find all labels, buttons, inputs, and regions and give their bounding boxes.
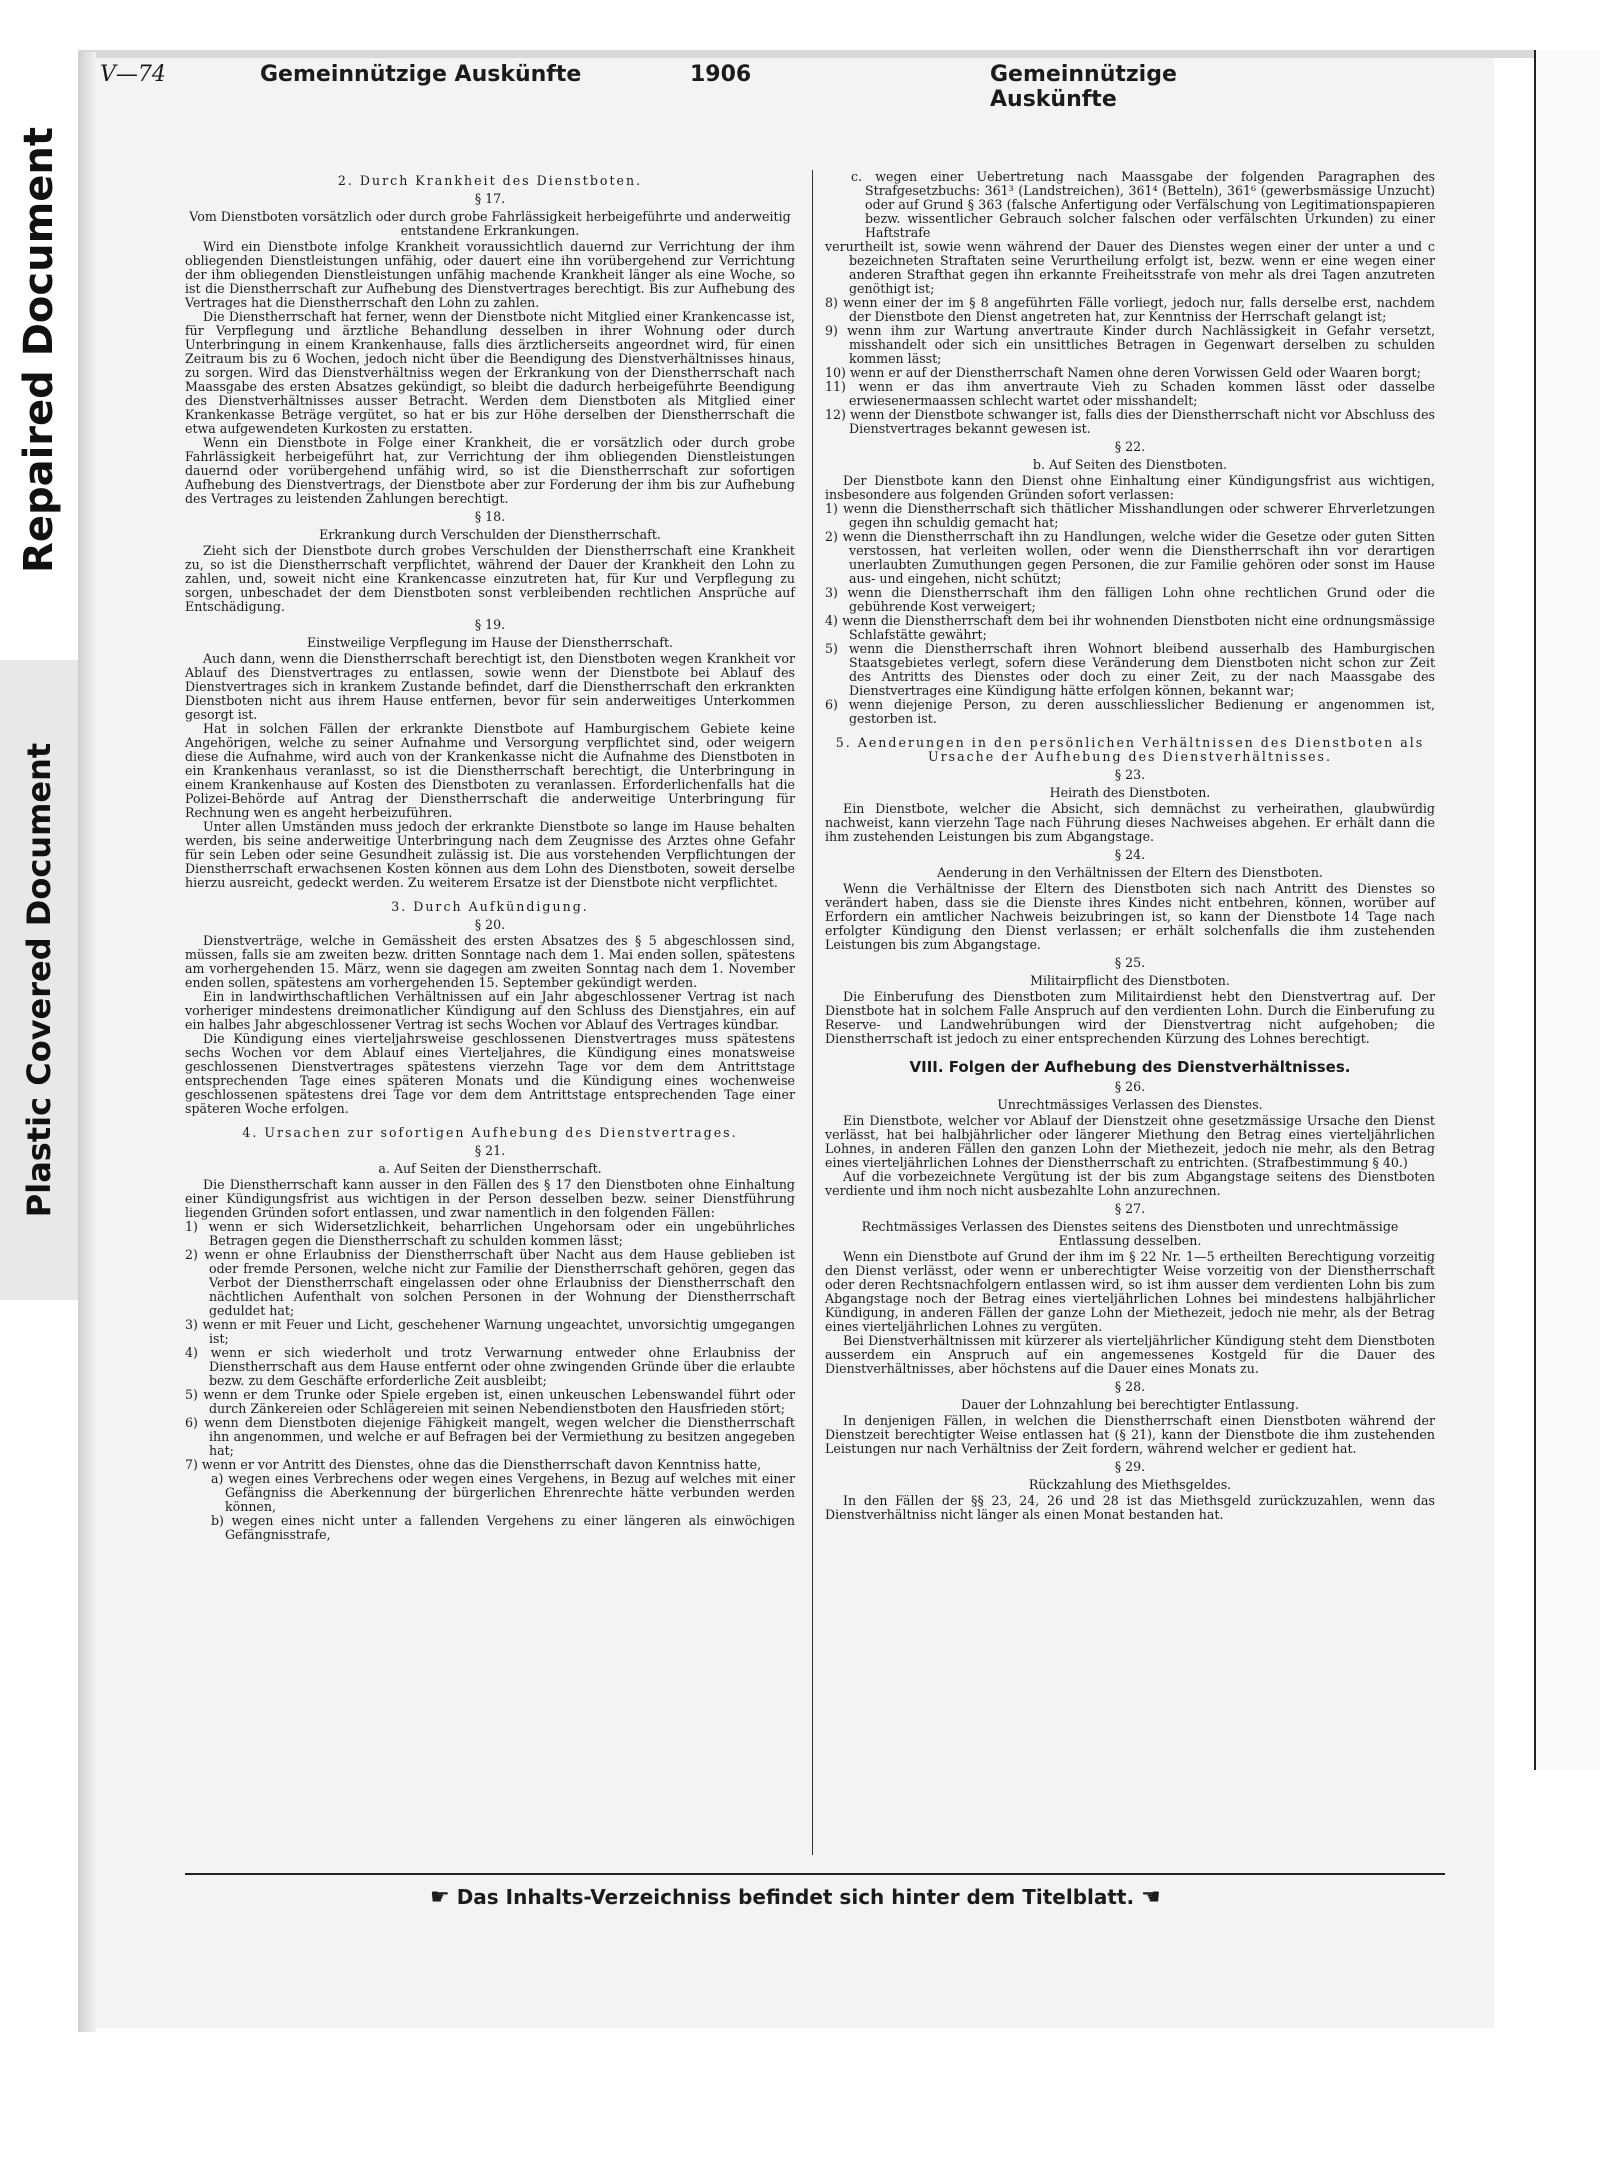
running-head — [100, 62, 1250, 112]
paragraph-number: § 19. — [474, 617, 506, 632]
scan-edge-right — [1534, 50, 1600, 1770]
paragraph-number: § 17. — [474, 191, 506, 206]
header-year: 1906 — [690, 62, 752, 87]
bottom-rule — [185, 1873, 1445, 1875]
paragraph-number: § 22. — [1114, 439, 1146, 454]
list-item: 4) wenn die Dienstherrschaft dem bei ihr wohnenden Dienstboten nicht eine ordnungsmässige Schlafstätte gewährt; — [825, 613, 1435, 642]
body-text: Hat in solchen Fällen der erkrankte Dienstbote auf Hamburgischem Gebiete keine Angehörigen, welche zu seiner Aufnahme und Versorgung verpflichtet sind, oder weigern diese die Aufnahme, wird auch von der Krankenkasse nicht die Aufnahme des Dienstboten in ein Krankenhaus veranlasst, so ist die Dienstherrschaft berechtigt, die Unterbringung in einem Krankenhause auf Kosten des Dienstboten zu veranlassen. Erforderlichenfalls hat die Polizei-Behörde auf Antrag der Dienstherrschaft die anderweitige Unterbringung für Rechnung wen es angeht herbeizuführen. — [185, 721, 795, 820]
section-heading: 2. Durch Krankheit des Dienstboten. — [337, 173, 643, 188]
list-item: 3) wenn er mit Feuer und Licht, geschehener Warnung ungeachtet, unvorsichtig umgegangen ist; — [185, 1317, 795, 1346]
body-text: Bei Dienstverhältnissen mit kürzerer als vierteljährlicher Kündigung steht dem Dienstboten ausserdem ein Anspruch auf ein angemessenes Kostgeld für die Dauer des Dienstverhältnisses, aber höchstens auf die Dauer eines Monats zu. — [825, 1333, 1435, 1376]
list-item: 9) wenn ihm zur Wartung anvertraute Kinder durch Nachlässigkeit in Gefahr versetzt, misshandelt oder sich ein unsittliches Betragen in Gegenwart derselben zu schulden kommen lässt; — [825, 323, 1435, 366]
paragraph-title: Aenderung in den Verhältnissen der Eltern des Dienstboten. — [937, 865, 1323, 880]
header-title-left: Gemeinnützige Auskünfte — [260, 62, 582, 87]
list-item: 5) wenn die Dienstherrschaft ihren Wohnort bleibend ausserhalb des Hamburgischen Staatsgebietes verlegt, sofern diese Veränderung dem Dienstboten nicht schon zur Zeit des Antritts des Dienstes oder doch zu einer Zeit, zu der nach Maassgabe des Dienstvertrages eine Kündigung hätte erfolgen können, bekannt war; — [825, 641, 1435, 698]
body-text: Ein Dienstbote, welcher vor Ablauf der Dienstzeit ohne gesetzmässige Ursache den Dienst verlässt, hat bei halbjährlicher oder längerer Miethung den Betrag eines vierteljährlichen Lohnes, in anderen Fällen den ganzen Lohn der Miethezeit, jedoch nie mehr, als den Betrag eines vierteljährlichen Lohnes der Dienstherrschaft zu entrichten. (Strafbestimmung § 40.) — [825, 1113, 1435, 1170]
section-heading: 4. Ursachen zur sofortigen Aufhebung des Dienstvertrages. — [242, 1125, 738, 1140]
body-text: Die Einberufung des Dienstboten zum Militairdienst hebt den Dienstvertrag auf. Der Dienstbote hat in solchem Falle Anspruch auf den verdienten Lohn. Durch die Einberufung zu Reserve- und Landwehrübungen wird der Dienstvertrag nicht aufgehoben; die Dienstherrschaft ist jedoch zu einer entsprechenden Kürzung des Lohnes berechtigt. — [825, 989, 1435, 1046]
list-item: 6) wenn dem Dienstboten diejenige Fähigkeit mangelt, wegen welcher die Dienstherrschaft ihn angenommen, und welche er auf Befragen bei der Vermiethung zu besitzen angegeben hat; — [185, 1415, 795, 1458]
body-text: Die Dienstherrschaft hat ferner, wenn der Dienstbote nicht Mitglied einer Krankencasse ist, für Verpflegung und ärztliche Behandlung desselben in ihrer Wohnung oder durch Unterbringung in einem Krankenhause, falls dies ärztlicherseits angeordnet wird, für einen Zeitraum bis zu 6 Wochen, jedoch nicht über die Beendigung des Dienstverhältnisses hinaus, zu sorgen. Wird das Dienstverhältniss wegen der Erkrankung von der Dienstherrschaft nach Maassgabe des ersten Absatzes gekündigt, so bleibt die dadurch herbeigeführte Beendigung des Dienstverhältnisses ausser Betracht. Werden dem Dienstboten als Mitglied einer Krankenkasse Beträge vergütet, so hat er bis zur Höhe derselben der Dienstherrschaft die etwa aufgewendeten Kurkosten zu erstatten. — [185, 309, 795, 436]
body-text: Wird ein Dienstbote infolge Krankheit voraussichtlich dauernd zur Verrichtung der ihm obliegenden Dienstleistungen unfähig, oder dauert eine ihn vorübergehend zur Verrichtung der ihm obliegenden Dienstleistungen unfähig machende Krankheit länger als eine Woche, so ist die Dienstherrschaft zur Aufhebung des Dienstvertrages berechtigt. Bis zur Aufhebung des Vertrages hat die Dienstherrschaft den Lohn zu zahlen. — [185, 239, 795, 310]
paragraph-number: § 24. — [1114, 847, 1146, 862]
chapter-heading: VIII. Folgen der Aufhebung des Dienstverhältnisses. — [909, 1058, 1351, 1076]
list-item: 2) wenn die Dienstherrschaft ihn zu Handlungen, welche wider die Gesetze oder guten Sitten verstossen, hat verleiten wollen, oder wenn die Dienstherrschaft ihn vor derartigen unerlaubten Zumuthungen gegen Personen, die zur Familie gehören oder sonst im Hause aus- und eingehen, nicht schützt; — [825, 529, 1435, 586]
body-text: Die Dienstherrschaft kann ausser in den Fällen des § 17 den Dienstboten ohne Einhaltung einer Kündigungsfrist aus wichtigen in der Person desselben bezw. seiner Dienstführung liegenden Gründen sofort entlassen, und zwar namentlich in den folgenden Fällen: — [185, 1177, 795, 1220]
paragraph-number: § 25. — [1114, 955, 1146, 970]
pointing-hand-icon: ☛ — [430, 1885, 450, 1910]
paragraph-title: Militairpflicht des Dienstboten. — [1030, 973, 1230, 988]
list-item: 5) wenn er dem Trunke oder Spiele ergeben ist, einen unkeuschen Lebenswandel führt oder durch Zänkereien oder Schlägereien mit seinen Nebendienstboten den Hausfrieden stört; — [185, 1387, 795, 1416]
list-item: 3) wenn die Dienstherrschaft ihm den fälligen Lohn ohne rechtlichen Grund oder die gebührende Kost verweigert; — [825, 585, 1435, 614]
paragraph-title: Heirath des Dienstboten. — [1049, 785, 1211, 800]
plastic-covered-document-label: Plastic Covered Document — [0, 660, 78, 1300]
scan-edge-left — [78, 52, 96, 2032]
list-item: 6) wenn diejenige Person, zu deren ausschliesslicher Bedienung er angenommen ist, gestorben ist. — [825, 697, 1435, 726]
list-item: 7) wenn er vor Antritt des Dienstes, ohne das die Dienstherrschaft davon Kenntniss hatte, — [185, 1457, 762, 1472]
body-text: Der Dienstbote kann den Dienst ohne Einhaltung einer Kündigungsfrist aus wichtigen, insbesondere aus folgenden Gründen sofort verlassen: — [825, 473, 1435, 502]
body-text: In den Fällen der §§ 23, 24, 26 und 28 ist das Miethsgeld zurückzuzahlen, wenn das Dienstverhältniss nicht länger als einen Monat bestanden hat. — [825, 1493, 1435, 1522]
list-item: 2) wenn er ohne Erlaubniss der Dienstherrschaft über Nacht aus dem Hause geblieben ist oder fremde Personen, welche nicht zur Familie der Dienstherrschaft gehören, gegen das Verbot der Dienstherrschaft eingelassen oder ohne Erlaubniss der Dienstherrschaft den nächtlichen Aufenthalt von solchen Personen in der Wohnung der Dienstherrschaft geduldet hat; — [185, 1247, 795, 1318]
footer-note — [430, 1885, 1210, 1910]
body-text: Auch dann, wenn die Dienstherrschaft berechtigt ist, den Dienstboten wegen Krankheit vor Ablauf des Dienstvertrages zu entlassen, sowie wenn der Dienstbote bei Ablauf des Dienstvertrages sich in krankem Zustande befindet, darf die Dienstherrschaft den erkrankten Dienstboten nicht aus ihrem Hause entfernen, bevor für sein anderweitiges Unterkommen gesorgt ist. — [185, 651, 795, 722]
body-text: Wenn ein Dienstbote in Folge einer Krankheit, die er vorsätzlich oder durch grobe Fahrlässigkeit herbeigeführt hat, zur Verrichtung der ihm obliegenden Dienstleistungen dauernd oder vorübergehend unfähig wird, so ist die Dienstherrschaft zur sofortigen Aufhebung des Dienstvertrags, der Dienstbote aber zur Forderung der ihm bis zur Aufhebung des Vertrages zu leistenden Zahlungen berechtigt. — [185, 435, 795, 506]
list-item: 10) wenn er auf der Dienstherrschaft Namen ohne deren Vorwissen Geld oder Waaren borgt; — [825, 365, 1421, 380]
right-column — [825, 170, 1435, 1522]
body-text: Wenn ein Dienstbote auf Grund der ihm im § 22 Nr. 1—5 ertheilten Berechtigung vorzeitig den Dienst verlässt, oder wenn er unberechtigter Weise vorzeitig von der Dienstherrschaft oder deren Rechtsnachfolgern entlassen wird, so ist ihm ausser dem verdienten Lohn bis zum Abgangstage noch der Betrag eines vierteljährlichen Lohnes bei mindestens halbjährlicher Kündigung, in anderen Fällen der ganze Lohn der Miethezeit, jedoch nie mehr, als der Betrag eines vierteljährlichen Lohnes zu vergüten. — [825, 1249, 1435, 1334]
body-text: Die Kündigung eines vierteljahrsweise geschlossenen Dienstvertrages muss spätestens sechs Wochen vor dem Ablauf eines Vierteljahres, die Kündigung eines monatsweise geschlossenen Dienstvertrages spätestens vierzehn Tage vor dem dem Antrittstage entsprechenden Tage eines späteren Monats und die Kündigung eines wochenweise geschlossenen spätestens drei Tage vor dem dem Antrittstage entsprechenden Tage einer späteren Woche erfolgen. — [185, 1031, 795, 1116]
body-text: verurtheilt ist, sowie wenn während der Dauer des Dienstes wegen einer der unter a und c bezeichneten Straftaten seine Verurtheilung erfolgt ist, bezw. wenn er eine wegen einer anderen Strafthat gegen ihn erkannte Freiheitsstrafe von mehr als drei Tagen anzutreten genöthigt ist; — [825, 239, 1435, 296]
list-item: 12) wenn der Dienstbote schwanger ist, falls dies der Dienstherrschaft nicht vor Abschluss des Dienstvertrages bekannt gewesen ist. — [825, 407, 1435, 436]
sub-list-item: c. wegen einer Uebertretung nach Maassgabe der folgenden Paragraphen des Strafgesetzbuchs: 361³ (Landstreichen), 361⁴ (Betteln), 361⁶ (gewerbsmässige Unzucht) oder auf Grund § 363 (falsche Anfertigung oder Verfälschung von Legitimationspapieren bezw. wissentlicher Gebrauch solcher falschen oder verfälschten Urkunden) zu einer Haftstrafe — [851, 169, 1435, 240]
body-text: Zieht sich der Dienstbote durch grobes Verschulden der Dienstherrschaft eine Krankheit zu, so ist die Dienstherrschaft verpflichtet, während der Dauer der Krankheit den Lohn zu zahlen, und, soweit nicht eine Krankencasse einzutreten hat, für Kur und Verpflegung zu sorgen, unbeschadet der dem Dienstboten sonst verbleibenden rechtlichen Ansprüche auf Entschädigung. — [185, 543, 795, 614]
list-item: 1) wenn die Dienstherrschaft sich thätlicher Misshandlungen oder schwerer Ehrverletzungen gegen ihn schuldig gemacht hat; — [825, 501, 1435, 530]
paragraph-subtitle: a. Auf Seiten der Dienstherrschaft. — [378, 1161, 602, 1176]
paragraph-title: Einstweilige Verpflegung im Hause der Dienstherrschaft. — [306, 635, 674, 650]
body-text: Ein in landwirthschaftlichen Verhältnissen auf ein Jahr abgeschlossener Vertrag ist nach vorheriger mindestens dreimonatlicher Kündigung auf den Schluss des Dienstjahres, ein auf ein halbes Jahr abgeschlossener Vertrag ist sechs Wochen vor Ablauf des Vertrages kündbar. — [185, 989, 795, 1032]
body-text: Ein Dienstbote, welcher die Absicht, sich demnächst zu verheirathen, glaubwürdig nachweist, kann vierzehn Tage nach Führung dieses Nachweises abgehen. Er erhält dann die ihm zustehenden Leistungen bis zum Abgangstage. — [825, 801, 1435, 844]
sub-list-item: b) wegen eines nicht unter a fallenden Vergehens zu einer längeren als einwöchigen Gefängnisstrafe, — [211, 1513, 795, 1542]
list-item: 11) wenn er das ihm anvertraute Vieh zu Schaden kommen lässt oder dasselbe erwiesenermaassen schlecht wartet oder misshandelt; — [825, 379, 1435, 408]
pointing-hand-left-icon: ☚ — [1141, 1885, 1161, 1910]
body-text: Wenn die Verhältnisse der Eltern des Dienstboten sich nach Antritt des Dienstes so verändert haben, dass sie die Dienste ihres Kindes nicht entbehren, können, worüber auf Erfordern ein amtlicher Nachweis beizubringen ist, so kann der Dienstbote 14 Tage nach erfolgter Kündigung den Dienst verlassen; er erhält solchenfalls die ihm zustehenden Leistungen bis zum Abgangstage. — [825, 881, 1435, 952]
page-number: V—74 — [100, 62, 166, 87]
paragraph-subtitle: b. Auf Seiten des Dienstboten. — [1032, 457, 1228, 472]
body-text: Auf die vorbezeichnete Vergütung ist der bis zum Abgangstage seitens des Dienstboten verdiente und ihm noch nicht ausbezahlte Lohn anzurechnen. — [825, 1169, 1435, 1198]
paragraph-title: Dauer der Lohnzahlung bei berechtigter Entlassung. — [961, 1397, 1299, 1412]
paragraph-title: Vom Dienstboten vorsätzlich oder durch grobe Fahrlässigkeit herbeigeführte und anderweitig entstandene Erkrankungen. — [189, 209, 791, 238]
paragraph-number: § 27. — [1114, 1201, 1146, 1216]
list-item: 4) wenn er sich wiederholt und trotz Verwarnung entweder ohne Erlaubniss der Dienstherrschaft aus dem Hause entfernt oder ohne zwingenden Gründe über die erlaubte bezw. zu dem Geschäfte erforderliche Zeit ausbleibt; — [185, 1345, 795, 1388]
side-labels — [0, 40, 78, 1360]
paragraph-title: Rechtmässiges Verlassen des Dienstes seitens des Dienstboten und unrechtmässige Entlassung desselben. — [861, 1219, 1399, 1248]
paragraph-number: § 29. — [1114, 1459, 1146, 1474]
paragraph-number: § 20. — [474, 917, 506, 932]
repaired-document-label: Repaired Document — [16, 127, 62, 573]
list-item: 1) wenn er sich Widersetzlichkeit, beharrlichen Ungehorsam oder ein ungebührliches Betragen gegen die Dienstherrschaft zu schulden kommen lässt; — [185, 1219, 795, 1248]
header-title-right: Gemeinnützige Auskünfte — [990, 62, 1177, 112]
paragraph-number: § 23. — [1114, 767, 1146, 782]
body-text: Dienstverträge, welche in Gemässheit des ersten Absatzes des § 5 abgeschlossen sind, müssen, falls sie am zweiten bezw. dritten Sonntage nach dem 1. Mai enden sollen, spätestens am vorhergehenden 15. März, wenn sie dagegen am zweiten Sonntag nach dem 1. November enden sollen, spätestens am vorhergehenden 15. September gekündigt werden. — [185, 933, 795, 990]
list-item: 8) wenn einer der im § 8 angeführten Fälle vorliegt, jedoch nur, falls derselbe erst, nachdem der Dienstbote den Dienst angetreten hat, zur Kenntniss der Herrschaft gelangt ist; — [825, 295, 1435, 324]
paragraph-title: Rückzahlung des Miethsgeldes. — [1028, 1477, 1232, 1492]
left-column — [185, 170, 795, 1542]
section-heading: 5. Aenderungen in den persönlichen Verhältnissen des Dienstboten als Ursache der Aufhebung des Dienstverhältnisses. — [835, 735, 1425, 764]
column-divider — [812, 170, 813, 1855]
paragraph-number: § 26. — [1114, 1079, 1146, 1094]
paragraph-title: Unrechtmässiges Verlassen des Dienstes. — [997, 1097, 1263, 1112]
section-heading: 3. Durch Aufkündigung. — [391, 899, 589, 914]
footer-note-text: Das Inhalts-Verzeichniss befindet sich hinter dem Titelblatt. — [456, 1885, 1135, 1909]
paragraph-number: § 18. — [474, 509, 506, 524]
body-text: In denjenigen Fällen, in welchen die Dienstherrschaft einen Dienstboten während der Dienstzeit berechtigter Weise entlassen hat (§ 21), kann der Dienstbote die ihm zustehenden Leistungen nur nach Verhältniss der Zeit fordern, während welcher er gedient hat. — [825, 1413, 1435, 1456]
scan-edge-top — [78, 50, 1558, 58]
paragraph-number: § 28. — [1114, 1379, 1146, 1394]
paragraph-number: § 21. — [474, 1143, 506, 1158]
sub-list-item: a) wegen eines Verbrechens oder wegen eines Vergehens, in Bezug auf welches mit einer Gefängniss die Aberkennung der bürgerlichen Ehrenrechte hätte verbunden werden können, — [211, 1471, 795, 1514]
paragraph-title: Erkrankung durch Verschulden der Dienstherrschaft. — [319, 527, 661, 542]
body-text: Unter allen Umständen muss jedoch der erkrankte Dienstbote so lange im Hause behalten werden, bis seine anderweitige Unterbringung nach dem Zeugnisse des Arztes ohne Gefahr für sein Leben oder seine Gesundheit zulässig ist. Die aus vorstehenden Verpflichtungen der Dienstherrschaft erwachsenen Kosten können aus dem Lohn des Dienstboten, soweit derselbe hierzu ausreicht, gedeckt werden. Zu weiterem Ersatze ist der Dienstbote nicht verpflichtet. — [185, 819, 795, 890]
